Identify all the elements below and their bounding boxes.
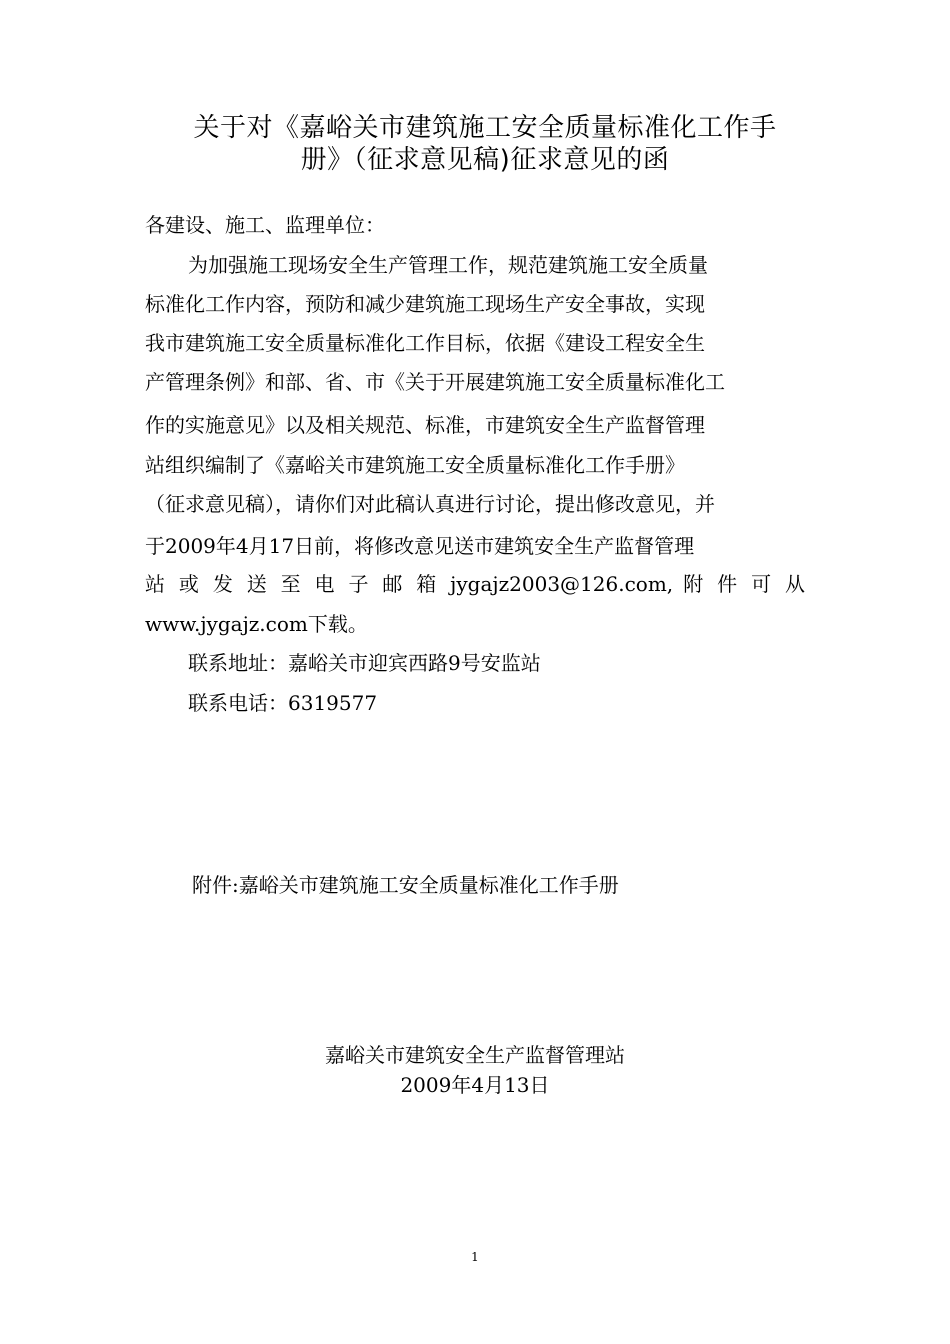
body-line-8: 于2009年4月17日前，将修改意见送市建筑安全生产监督管理 [145, 534, 695, 558]
body-line-6: 站组织编制了《嘉峪关市建筑施工安全质量标准化工作手册》 [145, 453, 685, 477]
page-number: 1 [471, 1250, 479, 1264]
body-line-7: （征求意见稿），请你们对此稿认真进行讨论，提出修改意见，并 [145, 492, 715, 516]
salutation: 各建设、施工、监理单位： [145, 213, 385, 237]
body-line-1: 为加强施工现场安全生产管理工作，规范建筑施工安全质量 [188, 253, 708, 277]
body-line-3: 我市建筑施工安全质量标准化工作目标，依据《建设工程安全生 [145, 331, 705, 355]
body-line-9: 站 或 发 送 至 电 子 邮 箱 jygajz2003@126.com, 附 件 可 从 [145, 572, 805, 596]
title-line-2: 册》（征求意见稿)征求意见的函 [300, 145, 670, 175]
body-line-2: 标准化工作内容，预防和减少建筑施工现场生产安全事故，实现 [145, 292, 705, 316]
contact-address: 联系地址：嘉峪关市迎宾西路9号安监站 [188, 651, 541, 675]
signature-date: 2009年4月13日 [400, 1073, 550, 1097]
attachment-line: 附件:嘉峪关市建筑施工安全质量标准化工作手册 [192, 873, 619, 897]
contact-phone: 联系电话：6319577 [188, 691, 378, 715]
signature-organization: 嘉峪关市建筑安全生产监督管理站 [325, 1043, 625, 1067]
document-title [120, 112, 850, 176]
title-line-1: 关于对《嘉峪关市建筑施工安全质量标准化工作手 [193, 113, 777, 143]
body-line-10: www.jygajz.com下载。 [145, 612, 368, 636]
body-line-5: 作的实施意见》以及相关规范、标准，市建筑安全生产监督管理 [145, 413, 705, 437]
body-line-4: 产管理条例》和部、省、市《关于开展建筑施工安全质量标准化工 [145, 370, 725, 394]
